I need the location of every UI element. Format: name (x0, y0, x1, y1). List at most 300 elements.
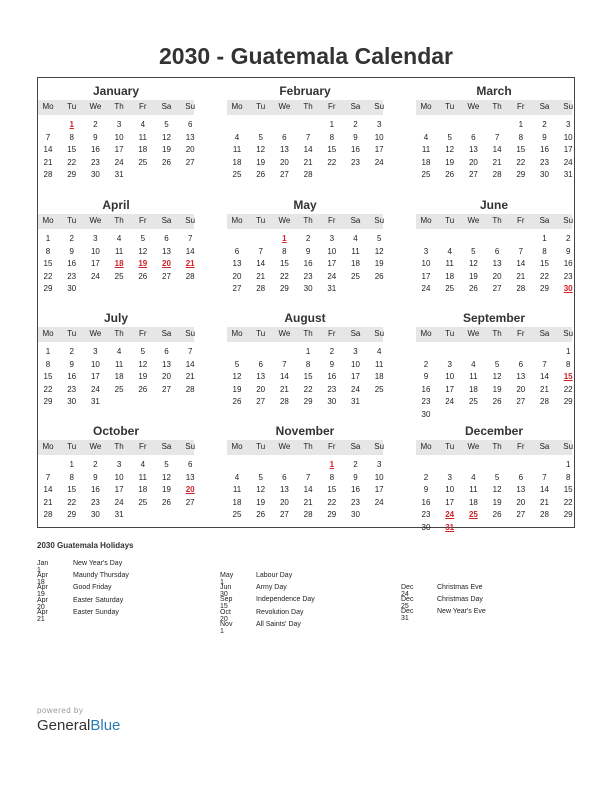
weekday-label: Fr (328, 329, 336, 338)
calendar-day: 3 (447, 359, 452, 369)
weekday-label: We (89, 216, 102, 225)
calendar-day: 5 (140, 234, 146, 243)
calendar-day: 21 (185, 372, 195, 382)
calendar-day: 1 (329, 120, 335, 129)
calendar-day: 2 (93, 460, 98, 469)
calendar-day: 31 (351, 397, 360, 407)
calendar-day: 21 (303, 497, 313, 507)
calendar-day: 11 (114, 359, 124, 369)
brand-name-general: General (37, 717, 91, 734)
calendar-day: 10 (374, 132, 384, 142)
calendar-day: 17 (563, 145, 573, 155)
calendar-day: 3 (565, 120, 571, 129)
calendar-day: 21 (492, 157, 502, 167)
calendar-day: 11 (114, 246, 124, 256)
holiday-item-name: Easter Saturday (73, 596, 124, 604)
calendar-day: 15 (516, 145, 526, 155)
calendar-day: 8 (69, 472, 74, 482)
calendar-day: 15 (43, 259, 53, 269)
calendar-day: 8 (69, 132, 74, 142)
calendar-day: 24 (351, 384, 360, 394)
calendar-day: 24 (90, 271, 100, 281)
calendar-day: 21 (516, 271, 526, 281)
calendar-day: 19 (162, 145, 171, 155)
calendar-day: 9 (565, 246, 571, 256)
weekday-label: Mo (420, 442, 432, 451)
calendar-day: 16 (327, 372, 337, 382)
weekday-header (416, 440, 572, 455)
calendar-day: 26 (162, 157, 171, 167)
calendar-day: 28 (256, 284, 266, 294)
month-name: December (464, 424, 524, 438)
month-name: October (92, 424, 139, 438)
weekday-header (38, 100, 194, 115)
calendar-day: 14 (492, 145, 502, 155)
calendar-day: 8 (305, 359, 311, 369)
weekday-label: Tu (256, 216, 266, 225)
weekday-label: Sa (161, 102, 172, 111)
calendar-day: 12 (232, 372, 242, 382)
weekday-label: Mo (420, 102, 432, 111)
calendar-day: 2 (353, 460, 358, 469)
weekday-label: Mo (420, 329, 432, 338)
holiday-item-name: New Year's Eve (437, 608, 486, 616)
calendar-day: 7 (187, 234, 193, 243)
weekday-label: Sa (350, 442, 361, 451)
weekday-label: Fr (139, 329, 147, 338)
calendar-day: 4 (140, 120, 146, 129)
weekday-label: Su (185, 216, 196, 225)
calendar-day: 22 (327, 497, 337, 507)
calendar-day: 9 (305, 246, 311, 256)
calendar-day: 23 (67, 384, 77, 394)
weekday-label: Su (374, 442, 385, 451)
calendar-day: 6 (234, 246, 240, 256)
calendar-day: 21 (279, 384, 289, 394)
weekday-label: We (89, 329, 102, 338)
calendar-day: 10 (90, 359, 100, 369)
calendar-day: 23 (540, 157, 549, 167)
weekday-label: Sa (350, 329, 361, 338)
brand-logo[interactable] (37, 706, 120, 734)
holiday-item-date: Oct 20 (220, 608, 231, 623)
holiday-date: 21 (185, 259, 195, 269)
calendar-day: 7 (187, 347, 193, 356)
weekday-label: Tu (256, 442, 266, 451)
calendar-day: 6 (164, 347, 169, 356)
calendar-day: 27 (516, 510, 526, 520)
calendar-day: 17 (374, 145, 384, 155)
calendar-day: 28 (185, 271, 195, 281)
weekday-header (38, 440, 194, 455)
holiday-item-name: Maundy Thursday (73, 572, 129, 580)
calendar-day: 27 (279, 170, 289, 180)
calendar-day: 16 (421, 384, 431, 394)
calendar-day: 15 (303, 372, 313, 382)
calendar-day: 26 (374, 271, 384, 281)
calendar-day: 29 (540, 284, 549, 294)
calendar-day: 16 (67, 259, 77, 269)
month-name: November (275, 424, 335, 438)
calendar-day: 16 (90, 145, 100, 155)
calendar-day: 25 (114, 384, 124, 394)
calendar-day: 23 (327, 384, 337, 394)
holiday-item-name: Good Friday (73, 584, 112, 592)
calendar-day: 25 (421, 170, 431, 180)
weekday-label: Su (374, 216, 385, 225)
calendar-day: 22 (67, 157, 77, 167)
calendar-day: 19 (162, 485, 171, 495)
holiday-item-date: Dec 25 (401, 596, 414, 611)
calendar-day: 27 (185, 157, 195, 167)
calendar-day: 2 (69, 234, 74, 243)
calendar-day: 4 (447, 246, 452, 256)
calendar-day: 13 (279, 145, 289, 155)
calendar-day: 25 (351, 271, 360, 281)
calendar-day: 12 (162, 472, 171, 482)
holiday-date: 1 (329, 460, 335, 469)
calendar-day: 2 (542, 120, 547, 129)
calendar-day: 27 (256, 397, 266, 407)
calendar-day: 26 (138, 271, 148, 281)
calendar-day: 19 (256, 497, 266, 507)
calendar-day: 30 (303, 284, 313, 294)
calendar-day: 30 (421, 410, 431, 419)
calendar-day: 22 (563, 497, 573, 507)
calendar-day: 17 (445, 497, 455, 507)
calendar-day: 26 (492, 397, 502, 407)
calendar-day: 18 (138, 145, 148, 155)
calendar-day: 29 (67, 510, 77, 520)
calendar-day: 6 (187, 460, 193, 469)
weekday-header (227, 100, 383, 115)
calendar-day: 9 (353, 472, 358, 482)
calendar-day: 10 (374, 472, 384, 482)
holiday-date: 20 (185, 485, 195, 495)
calendar-day: 8 (565, 359, 571, 369)
calendar-day: 4 (116, 234, 122, 243)
calendar-day: 17 (445, 384, 455, 394)
calendar-day: 11 (232, 145, 242, 155)
calendar-day: 23 (67, 271, 77, 281)
calendar-day: 19 (492, 497, 502, 507)
calendar-day: 14 (516, 259, 526, 269)
calendar-day: 26 (468, 284, 478, 294)
holiday-date: 31 (445, 523, 455, 532)
holiday-item-name: Christmas Eve (437, 584, 483, 591)
calendar-day: 4 (234, 132, 240, 142)
calendar-day: 27 (279, 510, 289, 520)
calendar-day: 2 (69, 347, 74, 356)
weekday-header (227, 214, 383, 229)
calendar-day: 9 (93, 132, 98, 142)
calendar-day: 26 (256, 510, 266, 520)
calendar-day: 28 (540, 510, 549, 520)
calendar-day: 12 (468, 259, 478, 269)
calendar-day: 21 (540, 497, 549, 507)
weekday-label: Th (492, 442, 502, 451)
calendar-day: 1 (45, 234, 51, 243)
weekday-label: Sa (539, 442, 550, 451)
calendar-day: 4 (116, 347, 122, 356)
weekday-label: Fr (517, 102, 525, 111)
weekday-label: Tu (445, 329, 455, 338)
calendar-day: 3 (376, 460, 382, 469)
calendar-day: 3 (329, 234, 335, 243)
calendar-day: 20 (279, 157, 289, 167)
weekday-label: Tu (445, 442, 455, 451)
weekday-label: Mo (42, 442, 54, 451)
calendar-day: 29 (563, 397, 573, 407)
weekday-label: Su (374, 329, 385, 338)
calendar-day: 18 (468, 384, 478, 394)
calendar-day: 2 (305, 234, 311, 243)
month-name: February (279, 84, 331, 98)
calendar-day: 31 (563, 170, 573, 180)
calendar-day: 26 (445, 170, 455, 180)
calendar-day: 29 (303, 397, 313, 407)
calendar-day: 21 (43, 157, 53, 167)
calendar-day: 13 (162, 246, 171, 256)
weekday-label: Sa (161, 216, 172, 225)
weekday-label: Sa (350, 102, 361, 111)
calendar-day: 13 (185, 472, 195, 482)
calendar-day: 23 (90, 497, 100, 507)
calendar-day: 24 (374, 157, 384, 167)
holiday-item-date: Dec 24 (401, 584, 414, 598)
holiday-date: 25 (468, 510, 478, 520)
calendar-day: 5 (471, 246, 476, 256)
calendar-day: 28 (279, 397, 289, 407)
calendar-day: 20 (256, 384, 266, 394)
holiday-item-name: All Saints' Day (256, 620, 301, 628)
weekday-label: Th (303, 216, 313, 225)
calendar-day: 17 (374, 485, 384, 495)
calendar-day: 27 (492, 284, 502, 294)
calendar-day: 25 (114, 271, 124, 281)
calendar-day: 24 (374, 497, 384, 507)
calendar-day: 9 (69, 359, 74, 369)
weekday-label: Tu (67, 102, 77, 111)
calendar-day: 15 (67, 485, 77, 495)
calendar-day: 5 (234, 359, 240, 369)
holiday-date: 30 (563, 284, 573, 294)
weekday-label: Th (492, 216, 502, 225)
calendar-day: 4 (353, 234, 358, 243)
holiday-item-name: Labour Day (256, 572, 293, 579)
calendar-day: 13 (492, 259, 502, 269)
calendar-day: 8 (329, 472, 335, 482)
calendar-day: 23 (303, 271, 313, 281)
powered-by-text: powered by (37, 706, 84, 715)
weekday-label: We (467, 442, 480, 451)
calendar-day: 19 (256, 157, 266, 167)
calendar-day: 10 (563, 132, 573, 142)
calendar-day: 2 (93, 120, 98, 129)
calendar-day: 30 (351, 510, 360, 520)
calendar-day: 15 (279, 259, 289, 269)
calendar-day: 5 (376, 234, 382, 243)
calendar-day: 27 (232, 284, 242, 294)
calendar-day: 12 (492, 372, 502, 382)
calendar-day: 10 (445, 485, 455, 495)
holiday-date: 18 (114, 259, 124, 269)
calendar-day: 23 (90, 157, 100, 167)
calendar-day: 30 (90, 510, 100, 520)
calendar-day: 16 (90, 485, 100, 495)
weekday-label: Sa (539, 216, 550, 225)
calendar-day: 2 (423, 359, 429, 369)
weekday-header (416, 214, 572, 229)
holiday-item-date: Nov 1 (220, 620, 233, 635)
calendar-day: 19 (445, 157, 455, 167)
calendar-day: 7 (45, 472, 51, 482)
calendar-day: 7 (542, 472, 547, 482)
weekday-header (38, 214, 194, 229)
weekday-label: We (278, 442, 291, 451)
calendar-day: 11 (445, 259, 454, 269)
calendar-day: 7 (494, 132, 500, 142)
calendar-day: 20 (516, 384, 526, 394)
calendar-day: 22 (540, 271, 549, 281)
calendar-day: 9 (353, 132, 358, 142)
weekday-label: Su (563, 216, 574, 225)
calendar-day: 16 (563, 259, 573, 269)
calendar-day: 2 (565, 234, 571, 243)
calendar-day: 11 (469, 372, 478, 382)
calendar-day: 4 (471, 359, 476, 369)
calendar-day: 27 (162, 271, 171, 281)
calendar-day: 20 (232, 271, 242, 281)
calendar-day: 12 (138, 246, 148, 256)
weekday-label: We (278, 102, 291, 111)
calendar-day: 18 (138, 485, 148, 495)
weekday-label: Tu (67, 329, 77, 338)
calendar-day: 5 (140, 347, 146, 356)
calendar-day: 17 (421, 271, 431, 281)
calendar-day: 14 (303, 485, 313, 495)
calendar-day: 26 (256, 170, 266, 180)
calendar-day: 11 (138, 472, 147, 482)
calendar-day: 21 (540, 384, 549, 394)
weekday-header (416, 327, 572, 342)
calendar-day: 23 (351, 497, 360, 507)
calendar-day: 28 (303, 510, 313, 520)
calendar-day: 20 (516, 497, 526, 507)
calendar-day: 6 (471, 132, 476, 142)
weekday-label: We (89, 102, 102, 111)
calendar-day: 15 (43, 372, 53, 382)
calendar-day: 3 (353, 347, 358, 356)
holiday-item-name: Christmas Day (437, 596, 483, 604)
calendar-day: 12 (445, 145, 455, 155)
calendar-day: 8 (565, 472, 571, 482)
weekday-label: Tu (445, 102, 455, 111)
calendar-day: 16 (540, 145, 549, 155)
calendar-day: 30 (540, 170, 549, 180)
calendar-day: 31 (327, 284, 337, 294)
calendar-day: 12 (374, 246, 384, 256)
calendar-day: 29 (43, 284, 53, 294)
calendar-day: 3 (447, 472, 452, 482)
calendar-day: 27 (468, 170, 478, 180)
calendar-day: 18 (468, 497, 478, 507)
calendar-day: 20 (162, 372, 171, 382)
holiday-date: 1 (69, 120, 74, 129)
calendar-day: 17 (90, 259, 100, 269)
weekday-label: Fr (139, 442, 147, 451)
holiday-item-name: Easter Sunday (73, 608, 119, 616)
weekday-label: Fr (517, 329, 525, 338)
calendar-day: 25 (468, 397, 478, 407)
calendar-day: 5 (494, 472, 500, 482)
calendar-day: 1 (45, 347, 51, 356)
calendar-day: 21 (303, 157, 313, 167)
weekday-header (38, 327, 194, 342)
calendar-day: 23 (421, 510, 431, 520)
calendar-day: 5 (258, 132, 263, 142)
calendar-day: 4 (471, 472, 476, 482)
calendar-day: 1 (565, 460, 571, 469)
calendar-day: 11 (421, 145, 431, 155)
weekday-label: Su (374, 102, 385, 111)
calendar-day: 11 (469, 485, 478, 495)
holiday-item-name: Army Day (256, 584, 287, 592)
calendar-day: 7 (45, 132, 51, 142)
holidays-heading: 2030 Guatemala Holidays (37, 541, 134, 550)
weekday-label: Fr (517, 216, 525, 225)
calendar-day: 23 (563, 271, 573, 281)
calendar-day: 13 (516, 485, 526, 495)
weekday-label: We (467, 329, 480, 338)
weekday-label: Tu (256, 329, 266, 338)
calendar-day: 28 (185, 384, 195, 394)
calendar-day: 8 (45, 359, 51, 369)
calendar-day: 14 (185, 246, 195, 256)
calendar-day: 24 (421, 284, 431, 294)
month-name: July (103, 311, 128, 325)
calendar-day: 10 (327, 246, 337, 256)
month-name: April (102, 198, 130, 212)
calendar-day: 22 (563, 384, 573, 394)
calendar-day: 10 (90, 246, 100, 256)
calendar-day: 28 (516, 284, 526, 294)
calendar-day: 25 (138, 157, 148, 167)
weekday-label: Th (303, 102, 313, 111)
calendar-day: 14 (303, 145, 313, 155)
month-name: January (92, 84, 140, 98)
calendar-day: 17 (90, 372, 100, 382)
calendar-day: 13 (279, 485, 289, 495)
calendar-day: 28 (540, 397, 549, 407)
month-name: March (476, 84, 512, 98)
calendar-day: 2 (353, 120, 358, 129)
calendar-day: 3 (116, 120, 122, 129)
calendar-day: 12 (256, 145, 266, 155)
calendar-day: 2 (329, 347, 335, 356)
calendar-day: 18 (114, 372, 124, 382)
calendar-day: 14 (43, 485, 53, 495)
calendar-day: 17 (114, 145, 124, 155)
calendar-day: 28 (43, 170, 53, 180)
calendar-day: 14 (43, 145, 53, 155)
calendar-day: 24 (114, 497, 124, 507)
calendar-day: 14 (540, 372, 549, 382)
holiday-item-date: Apr 20 (37, 596, 48, 611)
weekday-label: We (278, 329, 291, 338)
calendar-day: 6 (282, 132, 287, 142)
holiday-item-date: May 1 (220, 572, 234, 586)
